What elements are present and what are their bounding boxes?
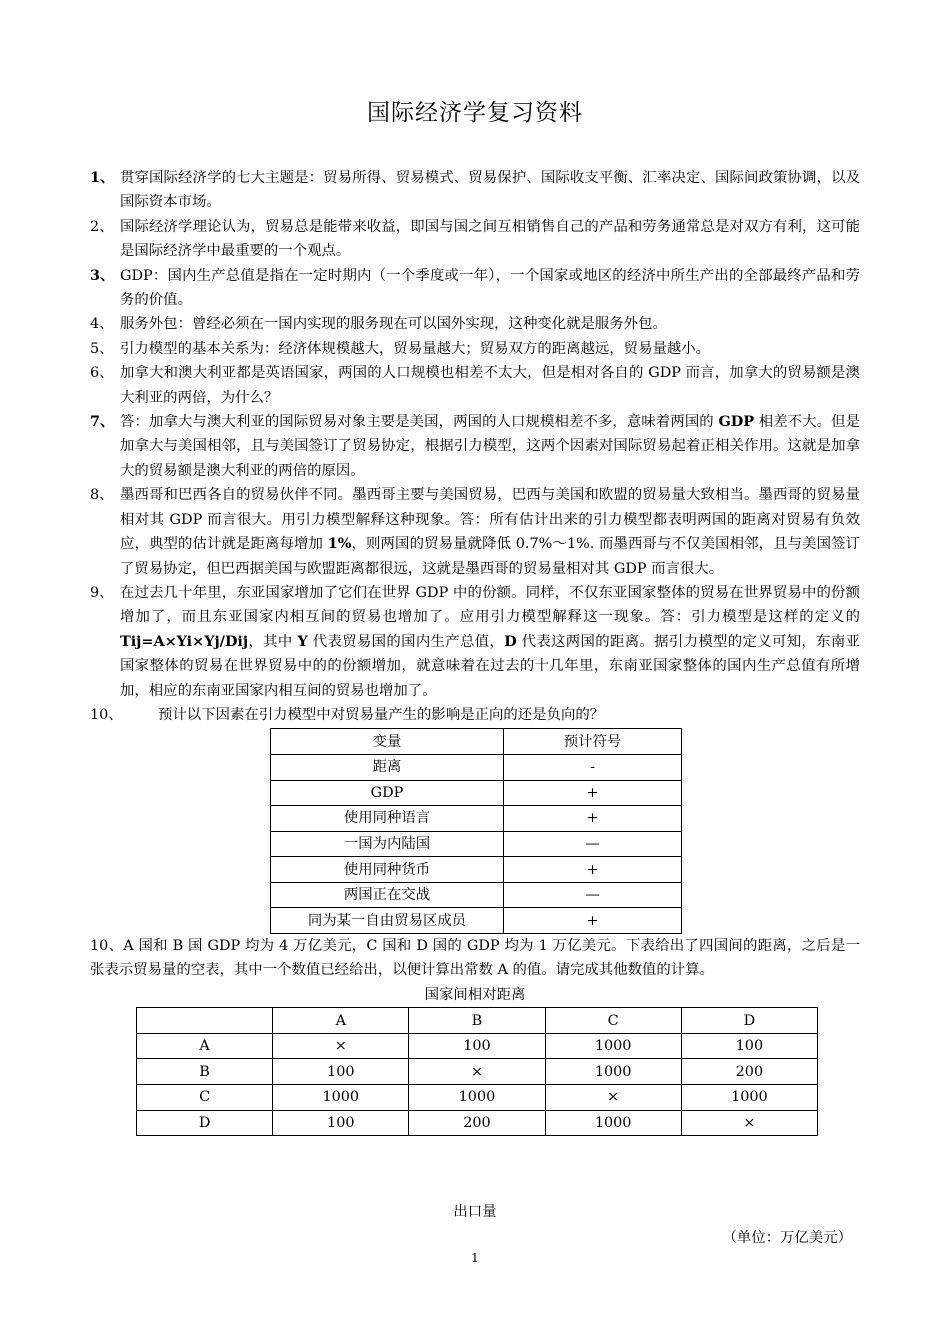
- sign-table-row: [271, 831, 682, 857]
- item-3: [90, 264, 860, 313]
- distance-table-cell: 200: [409, 1110, 545, 1136]
- distance-table-cell: [137, 1008, 273, 1034]
- sign-table-cell: +: [504, 806, 682, 832]
- distance-table-row: [137, 1110, 818, 1136]
- distance-table-cell: 1000: [409, 1085, 545, 1111]
- distance-table-cell: D: [137, 1110, 273, 1136]
- item-2: [90, 215, 860, 264]
- document-body: [90, 166, 860, 1136]
- sign-table-header-row: [271, 729, 682, 755]
- item-number: 3、: [90, 266, 115, 284]
- item-9: 9、 在过去几十年里，东亚国家增加了它们在世界 GDP 中的份额。同样，不仅东亚国家整体的贸易在世界贸易中的份额增加了，而且东亚国家内相互间的贸易也增加了。应用引力模型解释这一现象。答：引力模型是这样的定义的 Tij=A×Yi×Yj/Dij，其中 Y 代表贸易国的国内生产总值，D 代表这两国的距离。据引力模型的定义可知，东南亚国家整体的贸易在世界贸易中的的份额增加，就意味着在过去的十几年里，东南亚国家整体的国内生产总值有所增加，相应的东南亚国家内相互间的贸易也增加了。: [90, 581, 860, 703]
- item-number: 5、: [90, 340, 114, 357]
- item-list: [90, 166, 860, 410]
- item-number: 8、: [90, 487, 114, 504]
- distance-table: [136, 1007, 818, 1136]
- distance-table-cell: 100: [273, 1110, 409, 1136]
- distance-table-cell: ×: [273, 1033, 409, 1059]
- gravity-formula: Tij=A×Yi×Yj/Dij: [120, 632, 249, 650]
- item-text: 服务外包：曾经必须在一国内实现的服务现在可以国外实现，这种变化就是服务外包。: [120, 316, 667, 333]
- item-number: 9、: [90, 584, 114, 601]
- page-number: 1: [471, 1251, 479, 1265]
- sign-table-row: [271, 908, 682, 934]
- distance-table-row: [137, 1033, 818, 1059]
- item-6: [90, 361, 860, 410]
- item-text: 国际经济学理论认为，贸易总是能带来收益，即国与国之间互相销售自己的产品和劳务通常总是对双方有利，这可能是国际经济学中最重要的一个观点。: [120, 218, 860, 260]
- distance-table-cell: 1000: [545, 1033, 681, 1059]
- item-number: 4、: [90, 316, 114, 333]
- distance-table-caption: 国家间相对距离: [424, 986, 526, 1003]
- item-number: 6、: [90, 365, 114, 382]
- distance-table-cell: 1000: [273, 1085, 409, 1111]
- sign-table-cell: —: [504, 831, 682, 857]
- sign-table-cell: -: [504, 754, 682, 780]
- item-text: 加拿大和澳大利亚都是英语国家，两国的人口规模也相差不太大，但是相对各自的 GDP 而言，加拿大的贸易额是澳大利亚的两倍，为什么？: [120, 365, 860, 406]
- item-10-text: 预计以下因素在引力模型中对贸易量产生的影响是正向的还是负向的？: [158, 706, 605, 723]
- expected-sign-table: [270, 728, 682, 934]
- item-number: 7、: [90, 413, 115, 431]
- distance-table-cell: C: [545, 1008, 681, 1034]
- sign-table-cell: 一国为内陆国: [271, 831, 504, 857]
- distance-table-header-row: [137, 1008, 818, 1034]
- sign-table-row: [271, 780, 682, 806]
- item-5: [90, 337, 860, 361]
- export-volume-heading: 出口量: [453, 1204, 497, 1220]
- sign-table-row: [271, 754, 682, 780]
- item-text: GDP：国内生产总值是指在一定时期内（一个季度或一年），一个国家或地区的经济中所生产出的全部最终产品和劳务的价值。: [120, 267, 860, 309]
- distance-table-cell: D: [681, 1008, 817, 1034]
- distance-table-cell: 1000: [545, 1110, 681, 1136]
- sign-table-cell: 预计符号: [504, 729, 682, 755]
- sign-table-cell: —: [504, 882, 682, 908]
- item-10: [90, 703, 860, 727]
- distance-table-cell: 1000: [681, 1085, 817, 1111]
- item-1: [90, 166, 860, 215]
- distance-table-cell: 200: [681, 1059, 817, 1085]
- distance-table-row: [137, 1085, 818, 1111]
- sign-table-cell: 使用同种语言: [271, 806, 504, 832]
- sign-table-row: [271, 882, 682, 908]
- distance-table-cell: 100: [409, 1033, 545, 1059]
- distance-table-cell: A: [273, 1008, 409, 1034]
- item-10-problem: 10、A 国和 B 国 GDP 均为 4 万亿美元，C 国和 D 国的 GDP 均为 1 万亿美元。下表给出了四国间的距离，之后是一张表示贸易量的空表，其中一个数值已经给出，以便计算出常数 A 的值。请完成其他数值的计算。: [90, 938, 860, 979]
- distance-table-cell: C: [137, 1085, 273, 1111]
- distance-table-cell: ×: [545, 1085, 681, 1111]
- distance-table-cell: 1000: [545, 1059, 681, 1085]
- sign-table-cell: 同为某一自由贸易区成员: [271, 908, 504, 934]
- sign-table-cell: +: [504, 780, 682, 806]
- document-title: 国际经济学复习资料: [367, 100, 583, 126]
- item-number: 10、: [90, 706, 123, 723]
- sign-table-row: [271, 806, 682, 832]
- item-4: [90, 312, 860, 336]
- distance-table-cell: ×: [409, 1059, 545, 1085]
- sign-table-cell: 使用同种货币: [271, 857, 504, 883]
- sign-table-cell: GDP: [271, 780, 504, 806]
- sign-table-cell: +: [504, 857, 682, 883]
- item-8: 8、 墨西哥和巴西各自的贸易伙伴不同。墨西哥主要与美国贸易，巴西与美国和欧盟的贸易量大致相当。墨西哥的贸易量相对其 GDP 而言很大。用引力模型解释这种现象。答：所有估计出来的引力模型都表明两国的距离对贸易有负效应，典型的估计就是距离每增加 1%，则两国的贸易量就降低 0.7%～1%. 而墨西哥与不仅美国相邻，且与美国签订了贸易协定，但巴西据美国与欧盟距离都很远，这就是墨西哥的贸易量相对其 GDP 而言很大。: [90, 483, 860, 581]
- sign-table-cell: +: [504, 908, 682, 934]
- item-7: 7、 答：加拿大与澳大利亚的国际贸易对象主要是美国，两国的人口规模相差不多，意味着两国的 GDP 相差不大。但是加拿大与美国相邻，且与美国签订了贸易协定，根据引力模型，这两个因素对国际贸易起着正相关作用。这就是加拿大的贸易额是澳大利亚的两倍的原因。: [90, 410, 860, 483]
- distance-table-cell: ×: [681, 1110, 817, 1136]
- unit-label: （单位：万亿美元）: [722, 1230, 852, 1246]
- distance-table-cell: 100: [273, 1059, 409, 1085]
- sign-table-row: [271, 857, 682, 883]
- item-text: 贯穿国际经济学的七大主题是：贸易所得、贸易模式、贸易保护、国际收支平衡、汇率决定、国际间政策协调，以及国际资本市场。: [120, 170, 860, 211]
- sign-table-cell: 距离: [271, 754, 504, 780]
- item-number: 2、: [90, 218, 114, 235]
- distance-table-cell: 100: [681, 1033, 817, 1059]
- sign-table-cell: 变量: [271, 729, 504, 755]
- item-text: 引力模型的基本关系为：经济体规模越大，贸易量越大；贸易双方的距离越远，贸易量越小。: [120, 340, 711, 357]
- sign-table-cell: 两国正在交战: [271, 882, 504, 908]
- distance-table-cell: B: [409, 1008, 545, 1034]
- distance-table-cell: B: [137, 1059, 273, 1085]
- distance-table-row: [137, 1059, 818, 1085]
- item-number: 1、: [90, 169, 115, 186]
- distance-table-cell: A: [137, 1033, 273, 1059]
